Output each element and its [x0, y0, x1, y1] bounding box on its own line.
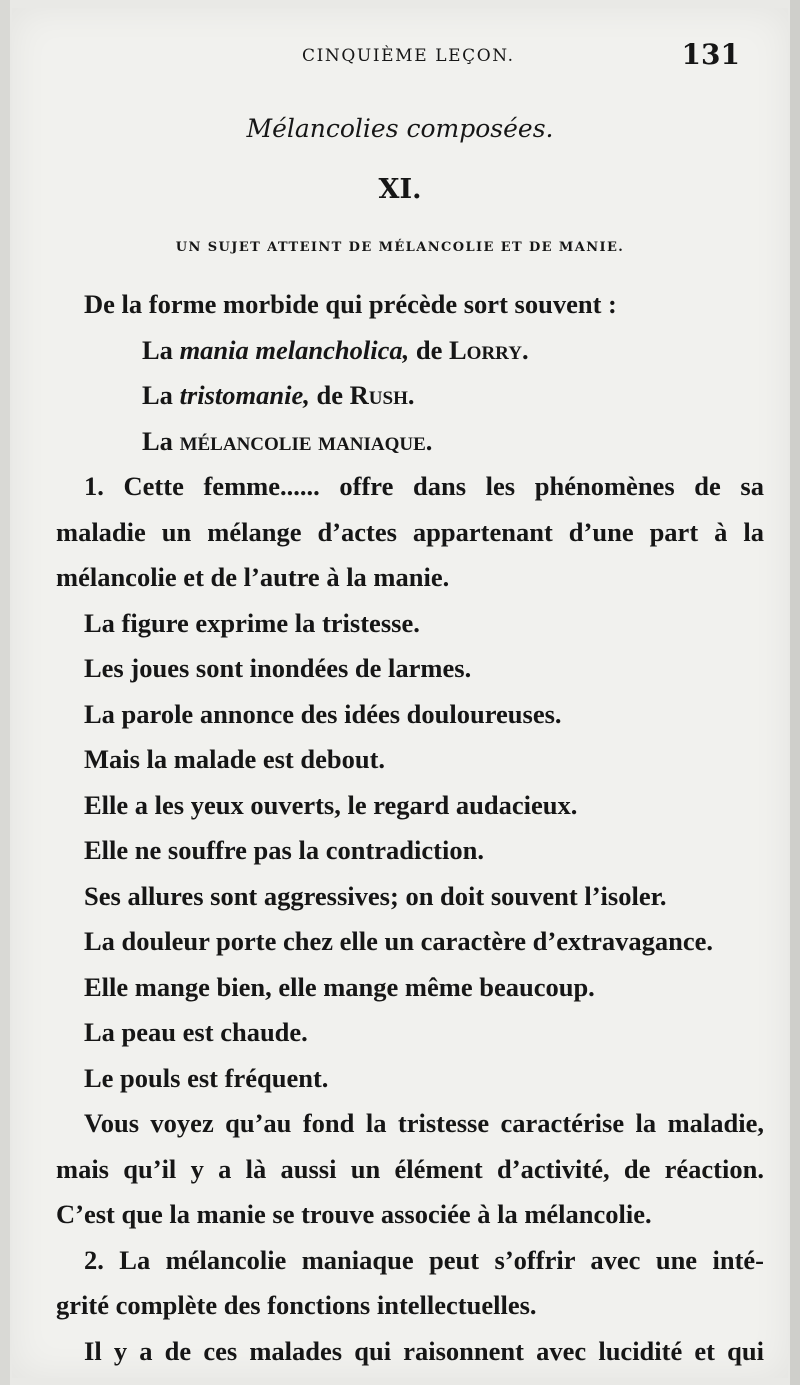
book-page: [12, 8, 788, 1378]
paragraph-line: Vous voyez qu’au fond la tristesse caractérise la maladie,: [84, 1108, 764, 1138]
running-title: CINQUIÈME LEÇON.: [302, 46, 515, 66]
paragraph-line: Il y a de ces malades qui raisonnent avec lucidité et qui: [84, 1335, 764, 1366]
paragraph-line: maladie un mélange d’actes appartenant d’une part à la: [56, 516, 764, 547]
symptom-line: Elle a les yeux ouverts, le regard audacieux.: [84, 789, 578, 820]
list-item-mania: [56, 328, 764, 374]
section-subtitle: UN SUJET ATTEINT DE MÉLANCOLIE ET DE MANIE.: [175, 240, 625, 255]
item-prefix: La: [142, 425, 180, 456]
paragraph-line: C’est que la manie se trouve associée à la mélancolie.: [56, 1199, 652, 1229]
symptom-line: La peau est chaude.: [84, 1017, 308, 1047]
symptom-line: Ses allures sont aggressives; on doit souvent l’isoler.: [84, 880, 667, 911]
paragraph-line: 2. La mélancolie maniaque peut s’offrir avec une inté-: [84, 1244, 764, 1275]
item-join: de: [409, 334, 449, 365]
item-author: Lorry.: [449, 334, 529, 365]
item-term: tristomanie,: [179, 380, 310, 410]
symptom-line: Elle ne souffre pas la contradiction.: [84, 835, 484, 865]
item-prefix: La: [142, 380, 180, 410]
item-term: mélancolie maniaque.: [179, 425, 433, 456]
symptom-line: Elle mange bien, elle mange même beaucoup.: [84, 971, 595, 1002]
symptom-line: Le pouls est fréquent.: [84, 1062, 329, 1093]
item-prefix: La: [142, 334, 180, 365]
body-text: [56, 282, 764, 1374]
paragraph-line: mais qu’il y a là aussi un élément d’activité, de réaction.: [56, 1153, 764, 1184]
paragraph-line: grité complète des fonctions intellectuelles.: [56, 1290, 537, 1320]
section-title: Mélancolies composées.: [246, 114, 554, 143]
list-item-melancolie: [56, 419, 764, 465]
list-item-tristomanie: [56, 373, 764, 419]
item-term: mania melancholica,: [179, 334, 410, 365]
item-join: de: [309, 380, 350, 410]
page-edge-left: [0, 0, 10, 1385]
page-edge-right: [790, 0, 800, 1385]
paragraph-line: 1. Cette femme...... offre dans les phénomènes de sa: [84, 471, 764, 501]
section-numeral: XI.: [378, 174, 422, 205]
paragraph-line: mélancolie et de l’autre à la manie.: [56, 562, 450, 592]
symptom-line: La figure exprime la tristesse.: [84, 607, 420, 638]
symptom-line: Mais la malade est debout.: [84, 744, 386, 774]
page-number: 131: [681, 38, 740, 71]
symptom-line: La douleur porte chez elle un caractère d’extravagance.: [84, 926, 713, 956]
symptom-line: La parole annonce des idées douloureuses.: [84, 698, 562, 729]
symptom-line: Les joues sont inondées de larmes.: [84, 653, 472, 683]
item-author: Rush.: [349, 380, 415, 410]
intro-line: De la forme morbide qui précède sort souvent :: [84, 289, 617, 319]
